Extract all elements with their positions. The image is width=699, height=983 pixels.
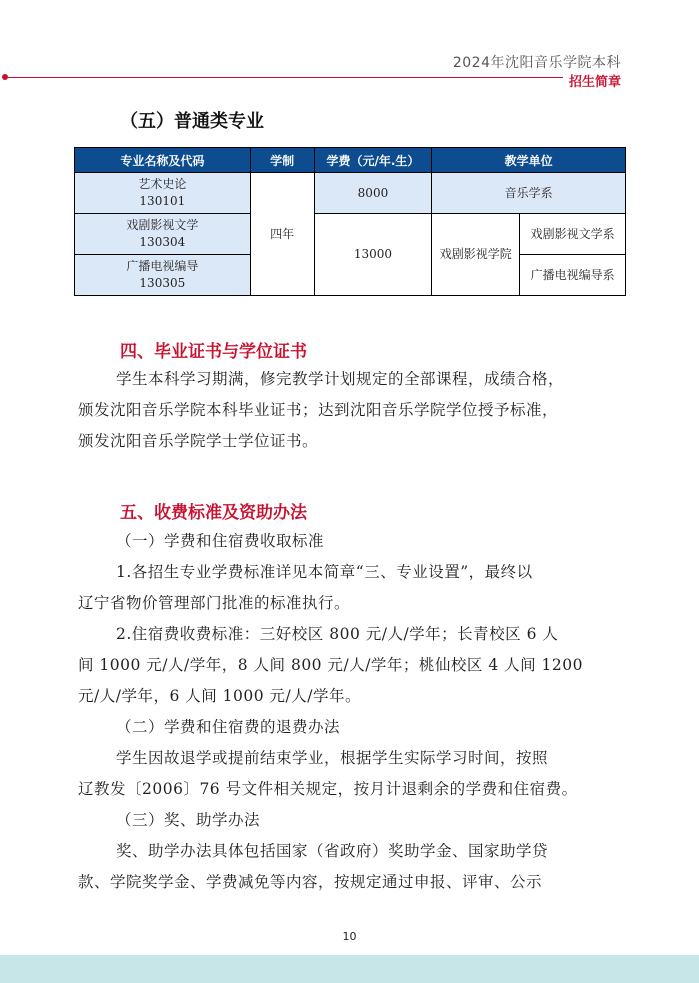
unit-cell: 戏剧影视学院 <box>432 214 520 296</box>
text-line: 颁发沈阳音乐学院学士学位证书。 <box>78 432 319 450</box>
program-code: 130304 <box>139 235 186 249</box>
subunit-cell: 广播电视编导系 <box>520 255 626 296</box>
section-heading-fees: 五、收费标准及资助办法 <box>120 503 307 523</box>
program-name: 戏剧影视文学 <box>126 218 199 232</box>
fee-cell: 13000 <box>314 214 432 296</box>
section-title-programs: （五）普通类专业 <box>120 111 264 132</box>
fee-cell: 8000 <box>314 173 432 214</box>
section-heading-certificates: 四、毕业证书与学位证书 <box>120 342 307 362</box>
text-line: 辽宁省物价管理部门批准的标准执行。 <box>78 594 351 612</box>
programs-table <box>74 147 626 296</box>
program-code: 130305 <box>139 276 186 290</box>
text-line: 间 1000 元/人/学年，8 人间 800 元/人/学年；桃仙校区 4 人间 1200 <box>78 656 584 674</box>
text-line: 学生因故退学或提前结束学业，根据学生实际学习时间，按照 <box>116 749 549 767</box>
text-line: 奖、助学办法具体包括国家（省政府）奖助学金、国家助学贷 <box>116 842 549 860</box>
subheading-scholarships: （三）奖、助学办法 <box>116 811 261 829</box>
program-code: 130101 <box>139 194 186 208</box>
header-title: 2024年沈阳音乐学院本科 <box>452 55 621 71</box>
table-header-row <box>75 148 626 173</box>
text-line: 1.各招生专业学费标准详见本简章“三、专业设置”，最终以 <box>116 563 533 581</box>
unit-cell: 音乐学系 <box>432 173 626 214</box>
duration-cell: 四年 <box>250 173 314 296</box>
text-line: 颁发沈阳音乐学院本科毕业证书；达到沈阳音乐学院学位授予标准， <box>78 401 559 419</box>
certificates-paragraph <box>78 364 623 457</box>
text-line: 辽教发〔2006〕76 号文件相关规定，按月计退剩余的学费和住宿费。 <box>78 780 578 798</box>
program-name: 广播电视编导 <box>126 259 199 273</box>
subheading-fee-standards: （一）学费和住宿费收取标准 <box>116 532 325 550</box>
table-row <box>75 173 626 214</box>
header-subtitle: 招生简章 <box>563 71 621 90</box>
program-cell <box>75 173 251 214</box>
program-cell <box>75 255 251 296</box>
footer-band <box>0 955 699 983</box>
text-line: 元/人/学年，6 人间 1000 元/人/学年。 <box>78 687 361 705</box>
subheading-refund: （二）学费和住宿费的退费办法 <box>116 718 341 736</box>
program-name: 艺术史论 <box>138 177 187 191</box>
program-cell <box>75 214 251 255</box>
text-line: 2.住宿费收费标准：三好校区 800 元/人/学年；长青校区 6 人 <box>116 625 559 643</box>
header-cell: 专业名称及代码 <box>75 148 251 173</box>
header-cell: 学制 <box>250 148 314 173</box>
header-rule <box>8 77 611 78</box>
subunit-cell: 戏剧影视文学系 <box>520 214 626 255</box>
fees-body <box>78 526 623 898</box>
page-number: 10 <box>342 930 357 943</box>
text-line: 款、学院奖学金、学费减免等内容，按规定通过申报、评审、公示 <box>78 873 543 891</box>
header-cell: 教学单位 <box>432 148 626 173</box>
text-line: 学生本科学习期满，修完教学计划规定的全部课程，成绩合格， <box>116 370 565 388</box>
table-row <box>75 214 626 255</box>
header-cell: 学费（元/年.生） <box>314 148 432 173</box>
